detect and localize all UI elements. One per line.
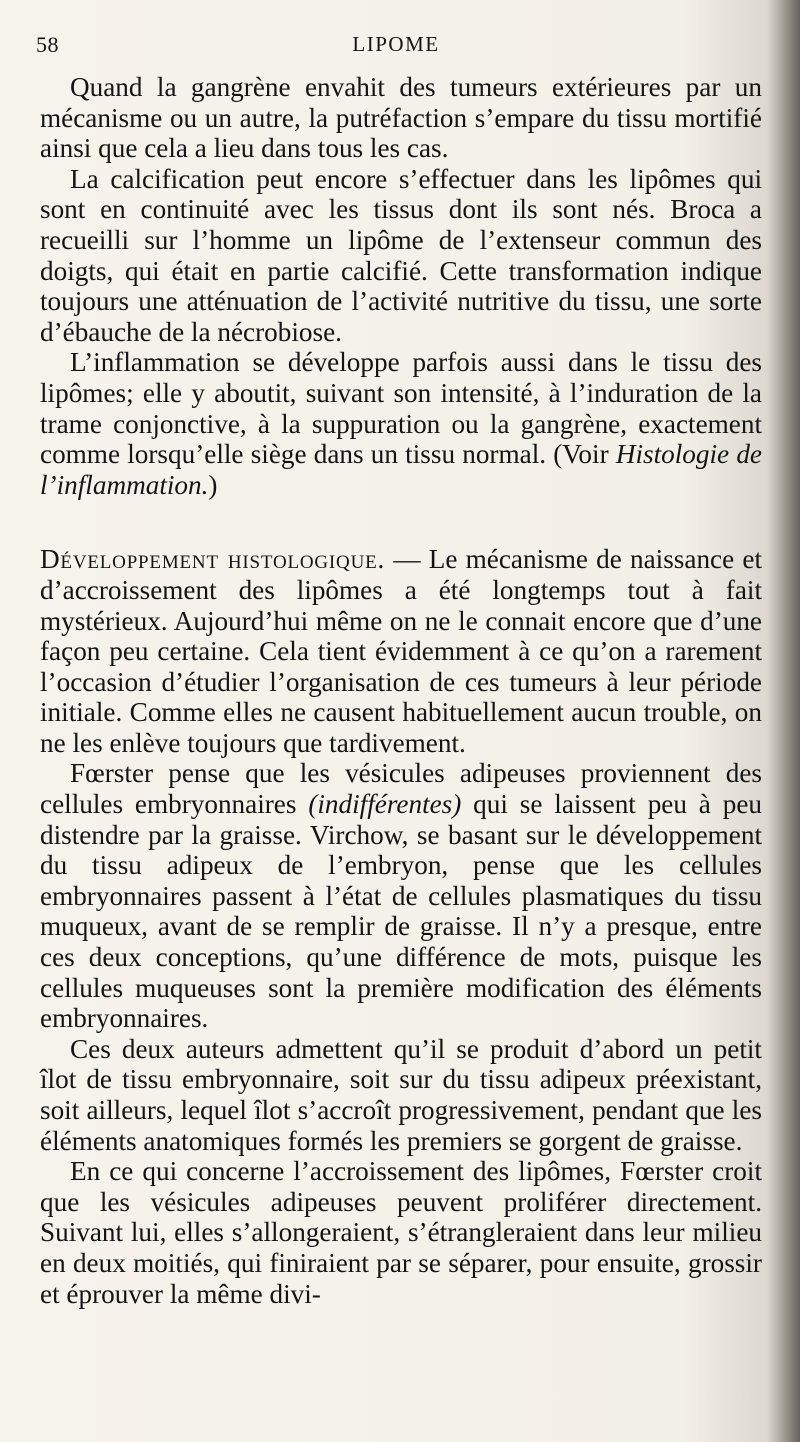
- paragraph-growth: En ce qui concerne l’accroissement des lipômes, Fœrster croit que les vésicules adipeuses peuvent proliférer directement. Suivant lui, elles s’allongeraient, s’étrangleraient dans leur milieu en deux moitiés, qui finiraient par se séparer, pour ensuite, grossir et éprouver la même divi-: [40, 1156, 762, 1309]
- foerster-emphasis: (indifférentes): [308, 789, 462, 820]
- inflammation-reference: Histologie de l’inflammation.: [40, 439, 762, 500]
- paragraph-foerster: [40, 758, 762, 1033]
- paragraph-inflammation: [40, 347, 762, 500]
- section-dash: —: [385, 544, 429, 575]
- page-number: 58: [36, 32, 59, 57]
- page-binding-shadow: [766, 0, 800, 1442]
- running-head: LIPOME: [352, 32, 440, 56]
- section-text: Le mécanisme de naissance et d’accroissement des lipômes a été longtemps tout à fait mystérieux. Aujourd’hui même on ne le connait encore que d’une façon peu certaine. Cela tient évidemment à ce qu’on a rarement l’occasion d’étudier l’organisation de ces tumeurs à leur période initiale. Comme elles ne causent habituellement aucun trouble, on ne les enlève toujours que tardivement.: [40, 544, 763, 758]
- section-development: [40, 544, 762, 758]
- paragraph-gangrene: Quand la gangrène envahit des tumeurs extérieures par un mécanisme ou un autre, la putréfaction s’empare du tissu mortifié ainsi que cela a lieu dans tous les cas.: [40, 72, 762, 164]
- page-header: [36, 30, 756, 62]
- foerster-text-after: qui se laissent peu à peu distendre par la graisse. Virchow, se basant sur le développement du tissu adipeux de l’embryon, pense que les cellules embryonnaires passent à l’état de cellules plasmatiques du tissu muqueux, avant de se remplir de graisse. Il n’y a presque, entre ces deux conceptions, qu’une différence de mots, puisque les cellules muqueuses sont la première modification des éléments embryonnaires.: [40, 789, 762, 1034]
- paragraph-calcification: La calcification peut encore s’effectuer dans les lipômes qui sont en continuité avec les tissus dont ils sont nés. Broca a recueilli sur l’homme un lipôme de l’extenseur commun des doigts, qui était en partie calcifié. Cette transformation indique toujours une atténuation de l’activité nutritive du tissu, une sorte d’ébauche de la nécrobiose.: [40, 163, 762, 347]
- inflammation-closing: ): [208, 469, 218, 500]
- section-heading: Développement histologique.: [40, 544, 386, 575]
- inflammation-text: L’inflammation se développe parfois aussi dans le tissu des lipômes; elle y aboutit, suivant son intensité, à l’induration de la trame conjonctive, à la suppuration ou la gangrène, exactement comme lorsqu’elle siège dans un tissu normal. (Voir: [40, 347, 762, 470]
- foerster-text-before: Fœrster pense que les vésicules adipeuses proviennent des cellules embryonnaires: [40, 758, 762, 820]
- body-text: [40, 72, 762, 1309]
- paragraph-two-authors: Ces deux auteurs admettent qu’il se produit d’abord un petit îlot de tissu embryonnaire, soit sur du tissu adipeux préexistant, soit ailleurs, lequel îlot s’accroît progressivement, pendant que les éléments anatomiques formés les premiers se gorgent de graisse.: [40, 1033, 762, 1156]
